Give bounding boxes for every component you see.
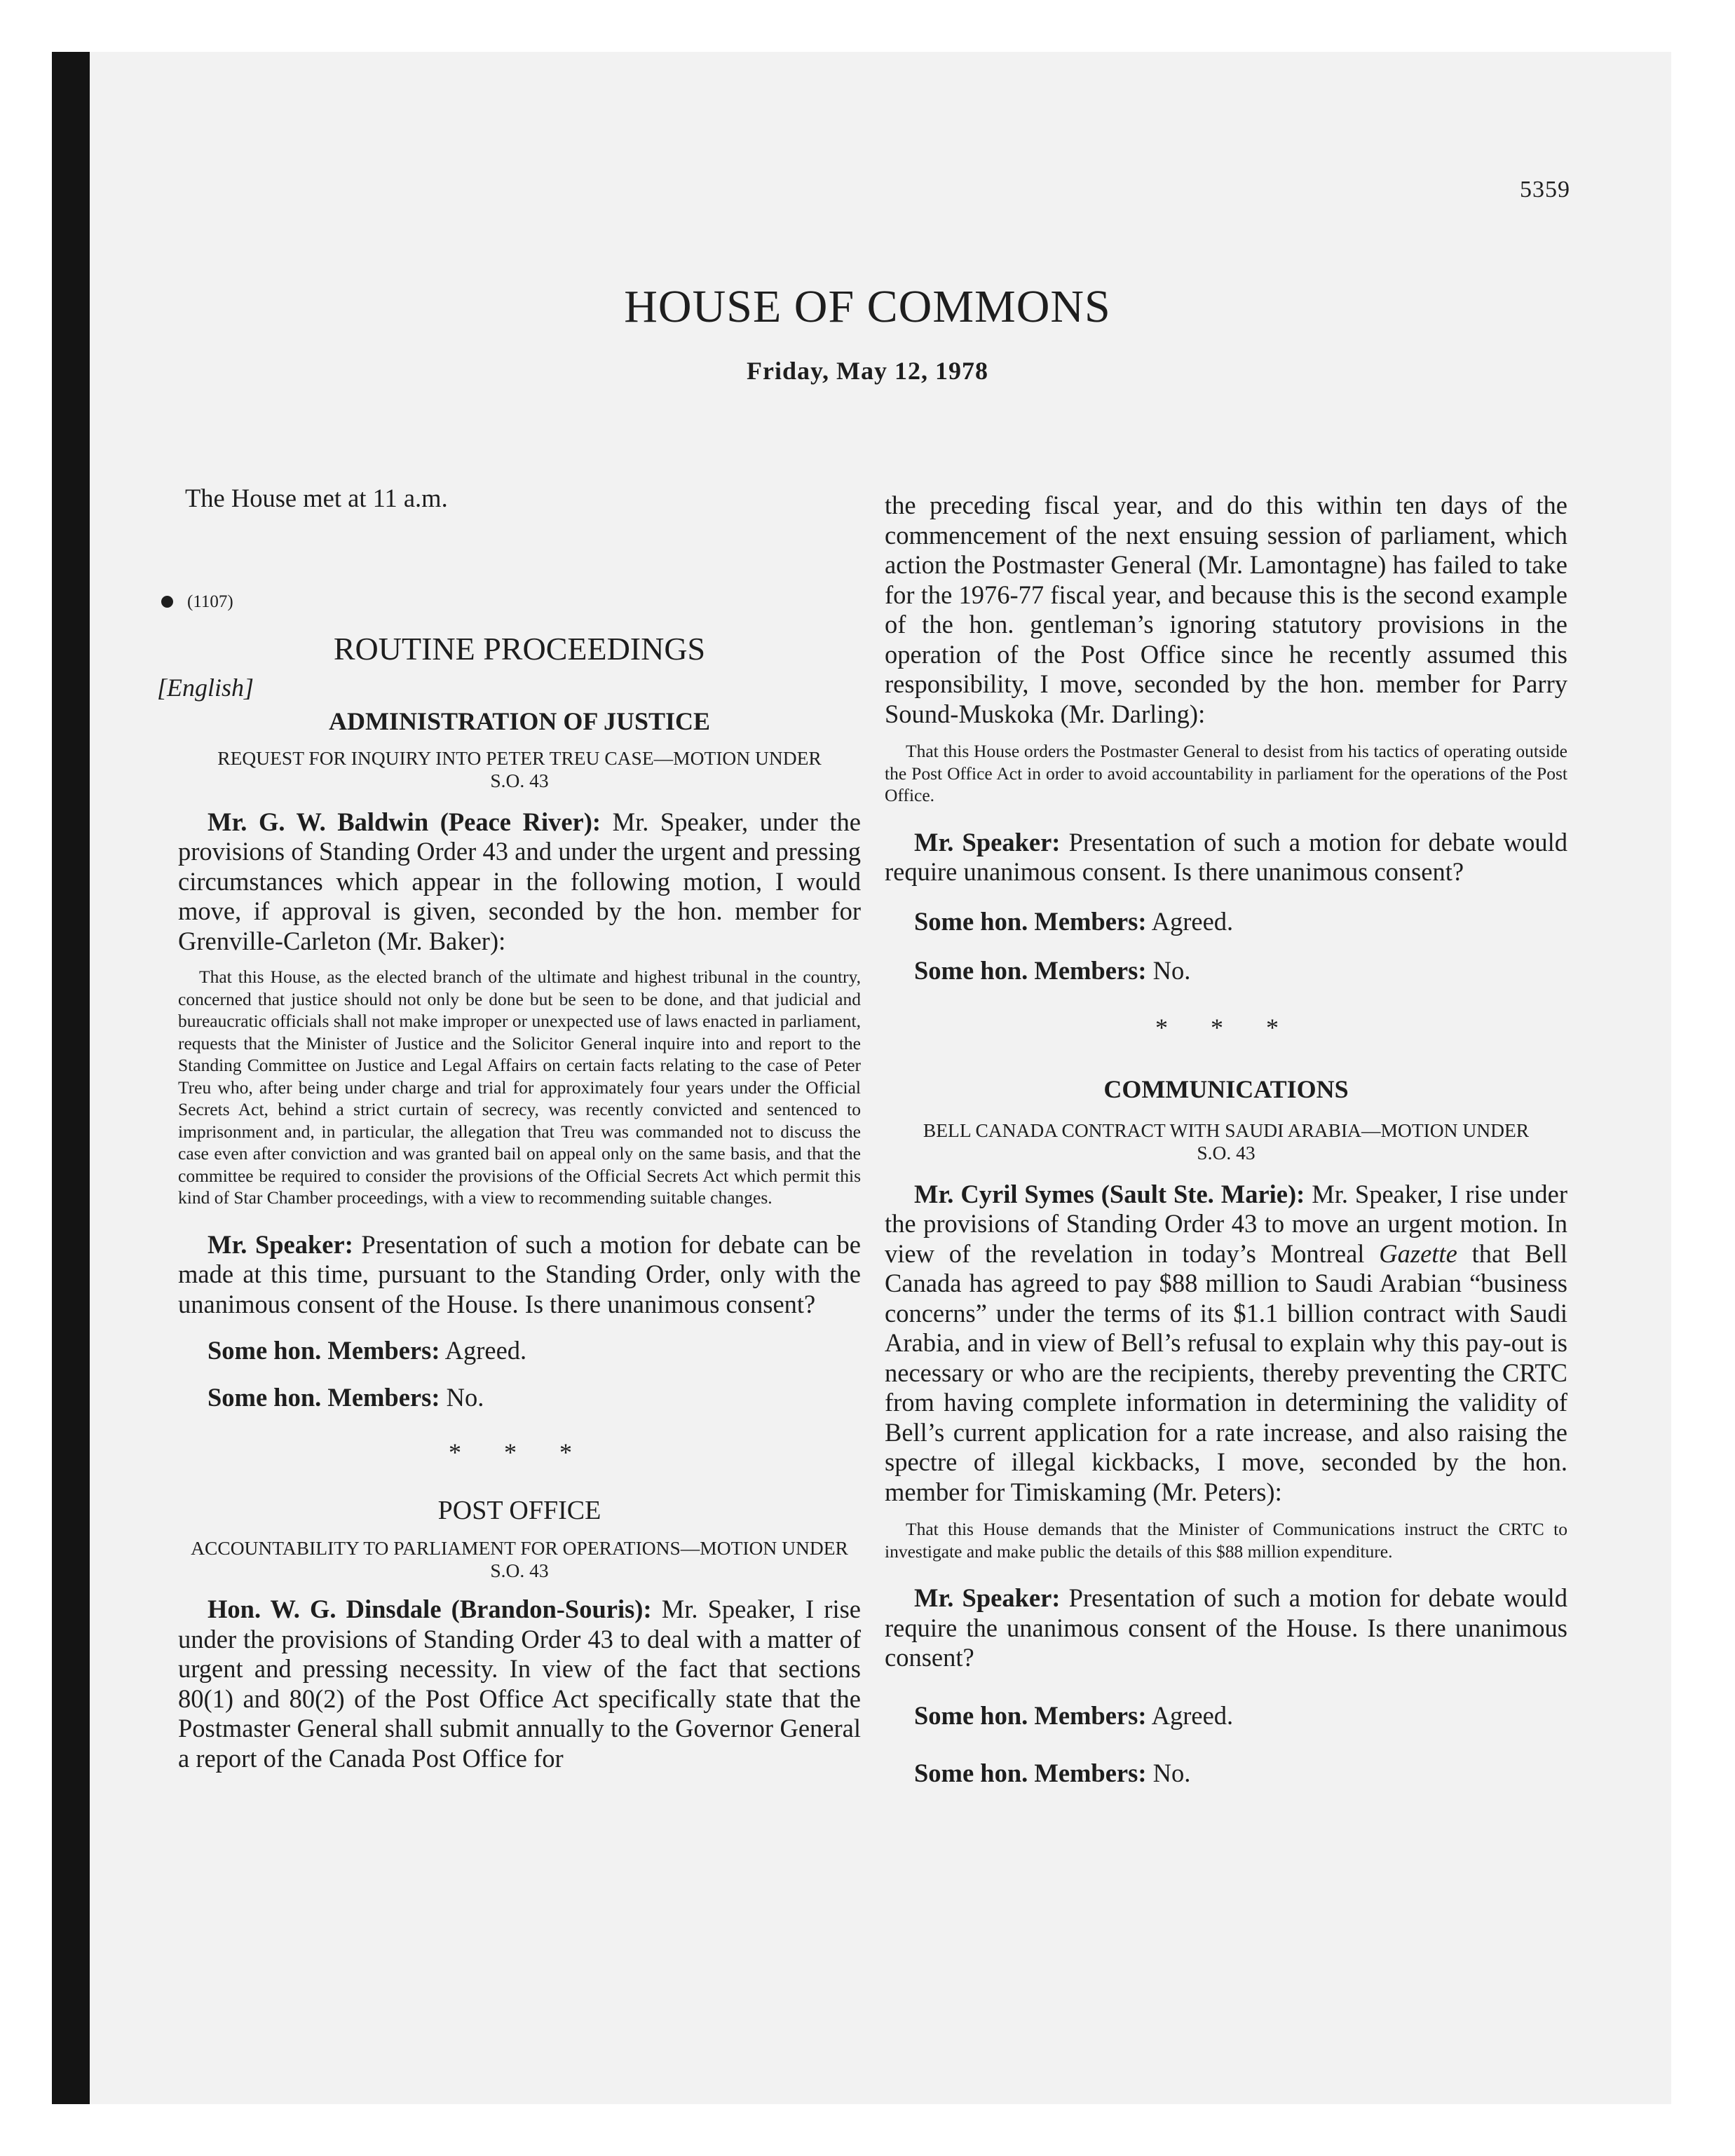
- motion-heading: ACCOUNTABILITY TO PARLIAMENT FOR OPERATIONS—MOTION UNDER S.O. 43: [191, 1537, 848, 1581]
- speaker-name: Mr. Speaker:: [914, 1583, 1061, 1612]
- page-number: 5359: [1520, 177, 1570, 203]
- speech-speaker: [885, 828, 1567, 887]
- speaker-name: Some hon. Members:: [207, 1336, 440, 1365]
- speech-text: Mr. Speaker, I rise under the provisions of Standing Order 43 to deal with a matter of urgent and pressing necessity. In view of the fact that sections 80(1) and 80(2) of the Post Office Act specifically state that the Postmaster General shall submit annually to the Governor General a report of the Canada Post Office for: [178, 1595, 861, 1773]
- speech-text: No.: [1146, 956, 1191, 985]
- speech-text: Mr. Speaker, I rise under the provisions of Standing Order 43 to move an urgent motion. In view of the revelation in today’s Montreal: [885, 1179, 1567, 1268]
- speech-text: No.: [1146, 1759, 1191, 1787]
- speech-speaker: [885, 1583, 1567, 1673]
- subject-heading: ADMINISTRATION OF JUSTICE: [328, 707, 711, 735]
- subject-heading: COMMUNICATIONS: [1103, 1074, 1349, 1103]
- speech-text: that Bell Canada has agreed to pay $88 million to Saudi Arabian “business concerns” under the terms of its $1.1 billion contract with Saudi Arabia, and in view of Bell’s refusal to explain why this pay-out is necessary or who are the recipients, thereby preventing the CRTC from having complete information in determining the validity of Bell’s current application for a rate increase, and also raising the spectre of illegal kickbacks, I move, seconded by the hon. member for Timiskaming (Mr. Peters):: [885, 1239, 1567, 1506]
- speaker-name: Some hon. Members:: [914, 1759, 1147, 1787]
- motion-text: That this House demands that the Minister of Communications instruct the CRTC to investigate and make public the details of this $88 million expenditure.: [885, 1519, 1567, 1562]
- masthead-date: Friday, May 12, 1978: [747, 357, 988, 385]
- time-marker: [161, 592, 861, 612]
- speech-text: No.: [440, 1382, 484, 1412]
- speech-text: Agreed.: [1146, 1700, 1234, 1730]
- speech-speaker: [178, 1230, 861, 1320]
- language-tag: [English]: [157, 673, 254, 702]
- speech-symes: [885, 1180, 1567, 1508]
- speaker-name: Mr. Speaker:: [914, 827, 1061, 857]
- right-column: [885, 491, 1567, 1789]
- members-response: [178, 1383, 861, 1413]
- motion-heading: REQUEST FOR INQUIRY INTO PETER TREU CASE—MOTION UNDER S.O. 43: [217, 746, 822, 791]
- speech-text: Agreed.: [1146, 906, 1234, 936]
- newspaper-title: Gazette: [1379, 1239, 1457, 1268]
- speech-baldwin: [178, 807, 861, 957]
- subject-heading: POST OFFICE: [437, 1496, 601, 1525]
- time-marker-label: (1107): [187, 592, 233, 611]
- members-response: [178, 1336, 861, 1366]
- speaker-name: Some hon. Members:: [914, 1700, 1147, 1730]
- sitting-opening: The House met at 11 a.m.: [185, 484, 448, 512]
- speech-text: Agreed.: [440, 1336, 527, 1365]
- section-divider: * * *: [1155, 1013, 1297, 1042]
- section-divider: * * *: [449, 1438, 590, 1466]
- speech-text: Presentation of such a motion for debate can be made at this time, pursuant to the Standing Order, only with the unanimous consent of the House. Is there unanimous consent?: [178, 1229, 861, 1318]
- members-response: [885, 1759, 1567, 1789]
- motion-heading: BELL CANADA CONTRACT WITH SAUDI ARABIA—MOTION UNDER S.O. 43: [923, 1119, 1530, 1164]
- members-response: [885, 1701, 1567, 1731]
- left-column: [157, 484, 861, 1773]
- members-response: [885, 907, 1567, 937]
- speaker-name: Mr. Speaker:: [207, 1229, 353, 1259]
- speaker-name: Some hon. Members:: [914, 906, 1147, 936]
- speaker-name: Mr. G. W. Baldwin (Peace River):: [207, 807, 601, 836]
- bullet-icon: [161, 596, 173, 608]
- speech-text: Mr. Speaker, under the provisions of Standing Order 43 and under the urgent and pressing circumstances which appear in the following motion, I would move, if approval is given, seconded by the hon. member for Grenville-Carleton (Mr. Baker):: [178, 807, 861, 955]
- speaker-name: Some hon. Members:: [914, 956, 1147, 985]
- speaker-name: Some hon. Members:: [207, 1382, 440, 1412]
- speech-dinsdale: [178, 1595, 861, 1773]
- members-response: [885, 956, 1567, 986]
- speech-continuation: the preceding fiscal year, and do this within ten days of the commencement of the next ensuing session of parliament, which action the Postmaster General (Mr. Lamontagne) has failed to take for the 1976-77 fiscal year, and because this is the second example of the hon. gentleman’s ignoring statutory provisions in the operation of the Post Office since he recently assumed this responsibility, I move, seconded by the hon. member for Parry Sound-Muskoka (Mr. Darling):: [885, 491, 1567, 728]
- speaker-name: Hon. W. G. Dinsdale (Brandon-Souris):: [207, 1595, 652, 1623]
- speech-text: Presentation of such a motion for debate would require the unanimous consent of the House. Is there unanimous consent?: [885, 1583, 1567, 1672]
- speech-text: Presentation of such a motion for debate would require unanimous consent. Is there unanimous consent?: [885, 827, 1567, 886]
- motion-text: That this House orders the Postmaster General to desist from his tactics of operating outside the Post Office Act in order to avoid accountability in parliament for the operations of the Post Office.: [885, 741, 1567, 805]
- motion-text: That this House, as the elected branch of the ultimate and highest tribunal in the country, concerned that justice should not only be done but be seen to be done, and that judicial and bureaucratic officials shall not make improper or unexpected use of laws enacted in parliament, requests that the Minister of Justice and the Solicitor General inquire into and report to the Standing Committee on Justice and Legal Affairs on certain facts relating to the case of Peter Treu who, after being under charge and trial for approximately four years under the Official Secrets Act, behind a strict curtain of secrecy, was recently convicted and sentenced to imprisonment and, in particular, the allegation that Treu was commanded not to discuss the case even after conviction and was granted bail on appeal only on the same basis, and that the committee be required to consider the provisions of the Official Secrets Act which permit this kind of Star Chamber proceedings, with a view to recommending suitable changes.: [178, 967, 861, 1208]
- section-title: ROUTINE PROCEEDINGS: [333, 630, 706, 667]
- speaker-name: Mr. Cyril Symes (Sault Ste. Marie):: [914, 1179, 1305, 1208]
- masthead-title: HOUSE OF COMMONS: [624, 281, 1111, 332]
